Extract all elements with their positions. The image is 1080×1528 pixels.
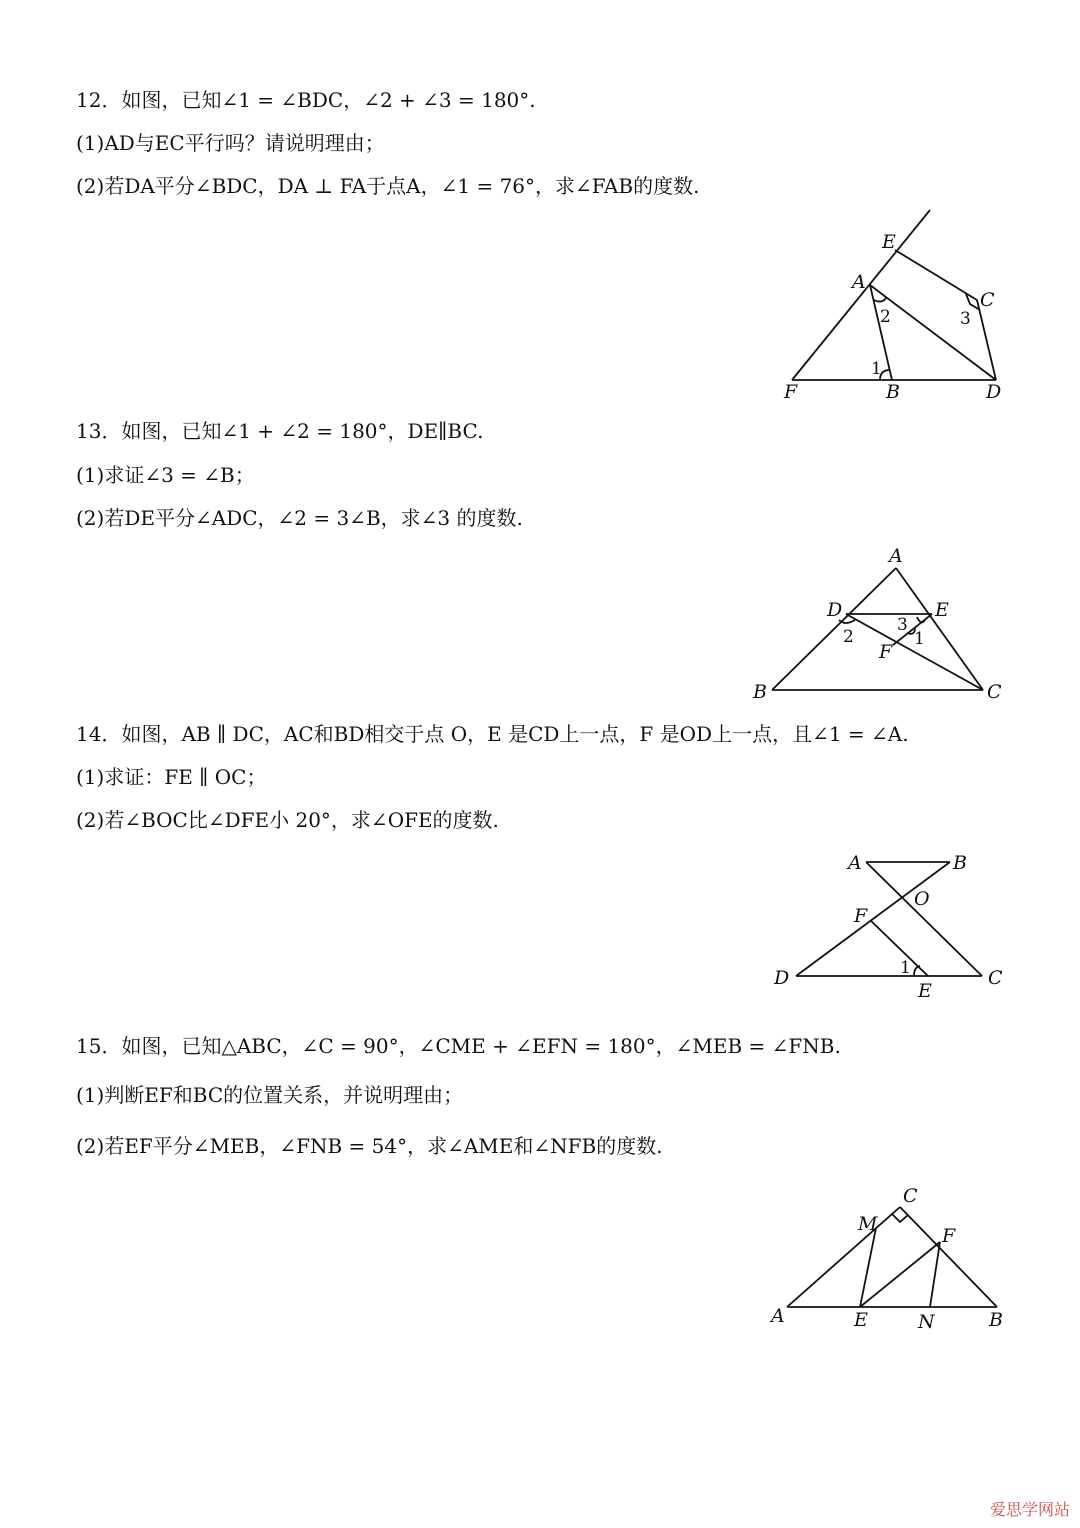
right-angle-mark bbox=[892, 1214, 908, 1222]
line-f-e bbox=[870, 920, 928, 976]
label-d: D bbox=[827, 599, 843, 621]
problem-15-part-2: (2)若EF平分∠MEB，∠FNB = 54°，求∠AME和∠NFB的度数. bbox=[76, 1134, 663, 1158]
label-c: C bbox=[987, 681, 1002, 703]
angle-label-3: 3 bbox=[897, 615, 908, 635]
watermark-text: 爱思学网站 bbox=[989, 1500, 1070, 1519]
line-f-n bbox=[930, 1242, 940, 1307]
label-n: N bbox=[918, 1311, 935, 1333]
angle-label-3: 3 bbox=[960, 309, 971, 329]
label-f: F bbox=[942, 1225, 956, 1247]
label-c: C bbox=[988, 967, 1003, 989]
line-e-c bbox=[895, 250, 977, 300]
angle-label-2: 2 bbox=[880, 307, 891, 327]
problem-14-figure bbox=[768, 845, 1018, 1005]
problem-12-stem: 12．如图，已知∠1 = ∠BDC，∠2 + ∠3 = 180°. bbox=[76, 88, 536, 112]
problem-13-figure bbox=[745, 540, 1015, 710]
label-f: F bbox=[784, 381, 798, 403]
label-f: F bbox=[879, 641, 893, 663]
label-b: B bbox=[753, 681, 767, 703]
label-m: M bbox=[858, 1213, 878, 1235]
problem-14-stem: 14．如图，AB ∥ DC，AC和BD相交于点 O，E 是CD上一点，F 是OD上一点，且∠1 = ∠A. bbox=[76, 722, 909, 746]
label-e: E bbox=[854, 1309, 868, 1331]
angle-label-1: 1 bbox=[900, 958, 911, 978]
label-o: O bbox=[914, 888, 930, 910]
label-b: B bbox=[989, 1309, 1003, 1331]
label-d: D bbox=[986, 381, 1002, 403]
problem-15-stem: 15．如图，已知△ABC，∠C = 90°，∠CME + ∠EFN = 180°，∠MEB = ∠FNB. bbox=[76, 1034, 841, 1058]
label-b: B bbox=[886, 381, 900, 403]
label-e: E bbox=[882, 231, 896, 253]
angle-label-2: 2 bbox=[843, 627, 854, 647]
label-e: E bbox=[918, 980, 932, 1002]
problem-12-part-1: (1)AD与EC平行吗？请说明理由； bbox=[76, 131, 385, 155]
label-a: A bbox=[771, 1305, 785, 1327]
problem-14-part-2: (2)若∠BOC比∠DFE小 20°，求∠OFE的度数. bbox=[76, 808, 499, 832]
line-b-d bbox=[796, 862, 950, 976]
problem-15-part-1: (1)判断EF和BC的位置关系，并说明理由； bbox=[76, 1083, 464, 1107]
label-b: B bbox=[953, 852, 967, 874]
line-a-c bbox=[787, 1207, 900, 1307]
problem-14-part-1: (1)求证：FE ∥ OC； bbox=[76, 765, 267, 789]
problem-12-part-2: (2)若DA平分∠BDC，DA ⊥ FA于点A，∠1 = 76°，求∠FAB的度数. bbox=[76, 174, 700, 198]
angle-label-1: 1 bbox=[871, 359, 882, 379]
line-c-b bbox=[900, 1207, 997, 1307]
label-f: F bbox=[854, 905, 868, 927]
problem-15-figure bbox=[765, 1180, 1020, 1340]
problem-13-stem: 13．如图，已知∠1 + ∠2 = 180°，DE∥BC. bbox=[76, 419, 484, 443]
line-a-c bbox=[896, 568, 983, 690]
label-a: A bbox=[852, 271, 866, 293]
problem-12-figure bbox=[770, 200, 1030, 410]
problem-13-part-1: (1)求证∠3 = ∠B； bbox=[76, 463, 255, 487]
line-d-c bbox=[846, 614, 983, 690]
label-c: C bbox=[903, 1185, 918, 1207]
label-a: A bbox=[848, 852, 862, 874]
line-a-c bbox=[866, 862, 982, 976]
angle-2-arc bbox=[874, 298, 886, 302]
label-e: E bbox=[935, 599, 949, 621]
problem-13-part-2: (2)若DE平分∠ADC，∠2 = 3∠B，求∠3 的度数. bbox=[76, 506, 523, 530]
label-c: C bbox=[980, 289, 995, 311]
line-a-b bbox=[772, 568, 896, 690]
angle-label-1: 1 bbox=[914, 629, 925, 649]
label-d: D bbox=[774, 967, 790, 989]
line-f-e-extended bbox=[792, 210, 930, 380]
label-a: A bbox=[889, 545, 903, 567]
